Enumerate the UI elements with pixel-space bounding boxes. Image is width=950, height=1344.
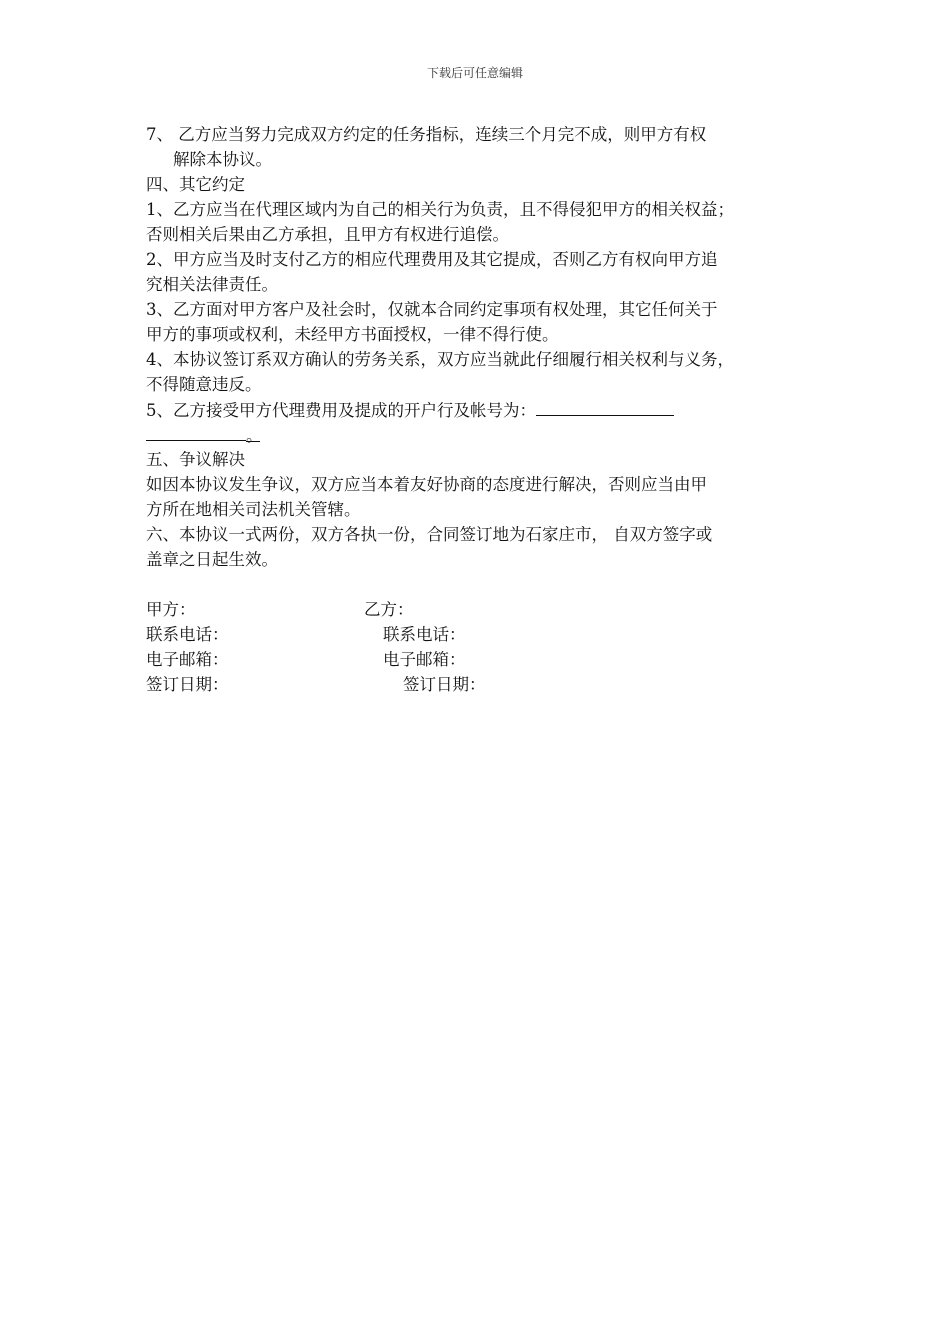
clause-4-4-line-2: 不得随意违反。 [146,375,262,394]
bank-account-blank-continued [146,422,246,441]
clause-4-3-line-1: 3、乙方面对甲方客户及社会时，仅就本合同约定事项有权处理，其它任何关于 [146,300,718,319]
clause-4-5-line-2 [146,422,816,447]
signature-row-phone [146,622,816,647]
spacer [146,572,816,597]
clause-4-3-line-2: 甲方的事项或权利，未经甲方书面授权，一律不得行使。 [146,325,559,344]
section-5-title: 五、争议解决 [146,450,245,469]
clause-4-5-text: 5、乙方接受甲方代理费用及提成的开户行及帐号为： [146,401,536,420]
section-5-line-1: 如因本协议发生争议，双方应当本着友好协商的态度进行解决，否则应当由甲 [146,475,707,494]
party-a-phone-label: 联系电话： [146,625,229,644]
clause-4-2-line-2: 究相关法律责任。 [146,275,278,294]
section-4-title: 四、其它约定 [146,175,245,194]
clause-7-line-2: 解除本协议。 [173,150,272,169]
party-a-label: 甲方： [146,600,196,619]
signature-row-date [146,672,816,697]
clause-4-2-line-1: 2、甲方应当及时支付乙方的相应代理费用及其它提成，否则乙方有权向甲方追 [146,250,718,269]
section-5-line-2: 方所在地相关司法机关管辖。 [146,500,361,519]
party-a-email-label: 电子邮箱： [146,650,229,669]
contract-body [146,122,816,697]
signature-row-email [146,647,816,672]
party-b-date-label: 签订日期： [403,675,486,694]
bank-account-blank [536,397,674,416]
section-6-line-1: 六、本协议一式两份，双方各执一份，合同签订地为石家庄市， 自双方签字或 [146,525,713,544]
party-b-email-label: 电子邮箱： [383,650,466,669]
party-b-label: 乙方： [364,600,414,619]
clause-4-1-line-1: 1、乙方应当在代理区域内为自己的相关行为负责，且不得侵犯甲方的相关权益； [146,200,734,219]
party-b-phone-label: 联系电话： [383,625,466,644]
signature-row-party [146,597,816,622]
page-header-note: 下载后可任意编辑 [426,66,523,80]
clause-4-5-period: 。 [246,423,260,442]
clause-4-5-line-1 [146,397,816,422]
clause-4-4-line-1: 4、本协议签订系双方确认的劳务关系，双方应当就此仔细履行相关权利与义务， [146,350,734,369]
section-6-line-2: 盖章之日起生效。 [146,550,278,569]
clause-4-1-line-2: 否则相关后果由乙方承担，且甲方有权进行追偿。 [146,225,509,244]
party-a-date-label: 签订日期： [146,675,229,694]
clause-7-line-1: 7、 乙方应当努力完成双方约定的任务指标，连续三个月完不成，则甲方有权 [146,125,707,144]
